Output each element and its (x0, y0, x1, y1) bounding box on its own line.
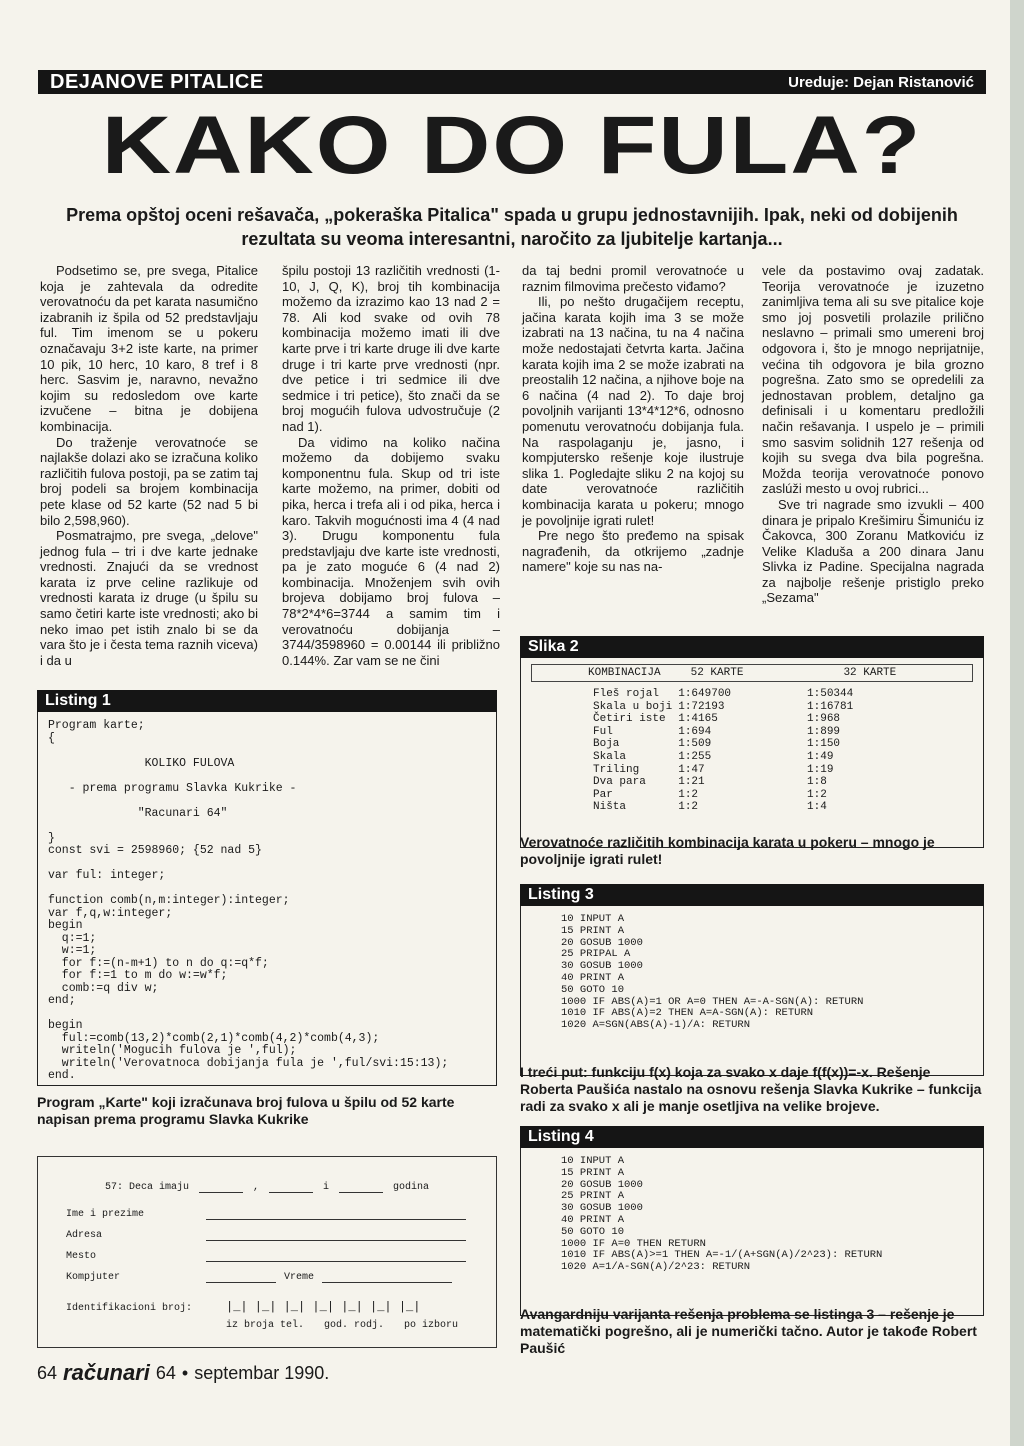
name-field-line (206, 1207, 466, 1220)
paragraph: Ili, po nešto drugačijem receptu, jačina karata kojih ima 3 se može izabrati na 13 načina, tu na 4 načina može nedostajati četvrta karta. Jačina karata kojih ima 2 se može izabrati na preostalih 12 načina, a njihove boje na 6 načina (4 nad 2). To daje broj povoljnih varijanti 13*4*12*6, odnosno pomenutu verovatnoću dobijanja fula. Na raspolaganju je, jasno, i kompjutersko rešenje koje ilustruje slika 1. Pogledajte sliku 2 na kojoj su date verovatnoće različitih kombinacija karata u pokeru; mnogo je povoljnije igrati rulet! (522, 294, 744, 528)
table-row (593, 738, 859, 751)
figure-2-header (531, 664, 973, 682)
answer-blank-2 (269, 1180, 313, 1193)
article-lead: Prema opštoj oceni rešavača, „pokeraška Pitalica" spada u grupu jednostavnijih. Ipak, neki od dobijenih rezultata su veoma interesantni, naročito za ljubitelje kartanja... (66, 205, 958, 249)
table-row (593, 776, 859, 789)
listing-3-title: Listing 3 (520, 884, 984, 906)
table-row (593, 726, 859, 739)
form-row-computer (66, 1262, 468, 1283)
listing-4-caption: Avangardniju varijanta rešenja problema se listinga 3 – rešenje je matematički pogrešno, ali je numerički tačno. Autor je takođe Robert Paušić (520, 1306, 977, 1356)
time-field-line (322, 1270, 452, 1283)
figure-2-caption: Verovatnoće različitih kombinacija karata u pokeru – mnogo je povoljnije igrati rulet! (520, 834, 935, 867)
odds-32-cell: 1:968 (807, 713, 841, 726)
id-sublabels (226, 1320, 468, 1331)
col-52-cards: 52 KARTE (690, 667, 744, 679)
computer-label: Kompjuter (66, 1272, 121, 1283)
odds-32-cell: 1:49 (807, 750, 834, 763)
combination-cell: Četiri iste (593, 713, 666, 726)
text-column-1 (40, 263, 258, 668)
combination-cell: Fleš rojal (593, 688, 660, 700)
listing-3-caption: I treći put: funkciju f(x) koja za svako x daje f(f(x))=-x. Rešenje Roberta Paušića nastalo na osnovu rešenja Slavka Kukrike – funkcija radi za svako x ali je manje osetljiva na velike brojeve. (520, 1064, 982, 1114)
section-editor: Ureduje: Dejan Ristanović (788, 73, 974, 91)
answer-blank-3 (339, 1180, 383, 1193)
listing-4-title: Listing 4 (520, 1126, 984, 1148)
paragraph: vele da postavimo ovaj zadatak. Teorija verovatnoće je izuzetno zanimljiva tema ali su sve pitalice koje smo joj posvetili prolazile prilično neslavno – primali smo umereni broj odgovora i, što je mnogo neprijatnije, većina tih odgovora je bila grozno pogrešna. Zato smo se opredelili za jednostavan problem, detaljno ga definisali i u komentaru predložili način rešavanja. I uspelo je – primili smo sasvim solidnih 127 rešenja od kojih su svega dva bila pogrešna. Možda teorija verovatnoće ponovo zaslúži mesto u ovoj rubrici... (762, 263, 984, 497)
time-label: Vreme (284, 1272, 315, 1283)
combination-cell: Dva para (593, 776, 646, 789)
table-row (593, 701, 859, 714)
combination-cell: Triling (593, 763, 640, 776)
page-number: 64 (37, 1362, 58, 1383)
name-label: Ime i prezime (66, 1209, 145, 1220)
odds-52-cell: 1:47 (678, 763, 705, 776)
id-label: Identifikacioni broj: (66, 1303, 193, 1314)
table-row (593, 801, 859, 814)
paragraph: Podsetimo se, pre svega, Pitalice koja je zahtevala da odredite verovatnoću da pet karata nasumično izabranih iz špila od 52 predstavljaju ful. Tim imenom se u pokeru označavaju 3+2 iste karte, na primer 10 pik, 10 herc, 10 karo, 8 tref i 8 herc. Sasvim je, naravno, nevažno kojim su redosledom ove karte izvučene – bitna je dobijena kombinacija. (40, 263, 258, 434)
table-row (593, 713, 859, 726)
answer-blank-1 (199, 1180, 243, 1193)
odds-52-cell: 1:21 (678, 776, 705, 789)
combination-cell: Skala (593, 750, 627, 763)
form-and: i (323, 1182, 330, 1193)
address-label: Adresa (66, 1230, 103, 1241)
combination-cell: Par (593, 788, 613, 801)
odds-52-cell: 1:255 (678, 750, 712, 763)
form-years: godina (393, 1182, 430, 1193)
odds-52-cell: 1:72193 (678, 700, 725, 713)
section-header-bar (38, 70, 986, 94)
form-row-city (66, 1241, 468, 1262)
table-row (593, 751, 859, 764)
page-footer (37, 1360, 329, 1386)
table-row (593, 688, 859, 701)
magazine-logo: računari (63, 1360, 150, 1385)
table-row (593, 764, 859, 777)
col-32-cards: 32 KARTE (843, 667, 897, 679)
odds-52-cell: 1:694 (678, 725, 712, 738)
paragraph: Pre nego što pređemo na spisak nagrađenih, da otkrijemo „zadnje namere" koje su nas na- (522, 528, 744, 575)
listing-3-code: 10 INPUT A 15 PRINT A 20 GOSUB 1000 25 PRIPAL A 30 GOSUB 1000 40 PRINT A 50 GOTO 10 1000 IF ABS(A)=1 OR A=0 THEN A=-A-SGN(A): RETURN 1010 IF ABS(A)=2 THEN A=A-SGN(A): RETURN 1020 A=SGN(ABS(A)-1)/A: RETURN (520, 906, 984, 1076)
listing-1-box (37, 690, 497, 1086)
odds-52-cell: 1:2 (678, 788, 699, 801)
id-sublabel-birth: god. rodj. (324, 1320, 385, 1331)
odds-32-cell: 1:19 (807, 763, 834, 776)
odds-32-cell: 1:4 (807, 801, 827, 814)
id-sublabel-choice: po izboru (404, 1320, 459, 1331)
odds-52-cell: 1:509 (678, 738, 712, 751)
odds-32-cell: 1:2 (807, 788, 827, 801)
form-question-label: 57: Deca imaju (104, 1182, 189, 1193)
listing-4-code: 10 INPUT A 15 PRINT A 20 GOSUB 1000 25 PRINT A 30 GOSUB 1000 40 PRINT A 50 GOTO 10 1000 IF A=0 THEN RETURN 1010 IF ABS(A)>=1 THEN A=-1/(A+SGN(A)/2^23): RETURN 1020 A=1/A-SGN(A)/2^23: RETURN (520, 1148, 984, 1316)
section-title: DEJANOVE PITALICE (50, 70, 264, 93)
paragraph: Sve tri nagrade smo izvukli – 400 dinara je pripalo Krešimiru Šimuniću iz Čakovca, 300 Zoranu Matkoviću iz Velike Kladuša a 200 dinara Janu Slivka iz Padine. Specijalna nagrada za najbolje rešenje pristiglo preko „Sezama" (762, 496, 984, 606)
city-field-line (206, 1249, 466, 1262)
combination-cell: Ništa (593, 801, 627, 814)
figure-2-title: Slika 2 (520, 636, 984, 658)
footer-bullet: • (181, 1362, 189, 1383)
text-column-4 (762, 263, 984, 606)
id-boxes: |_| |_| |_| |_| |_| |_| |_| (226, 1300, 421, 1314)
paragraph: da taj bedni promil verovatnoće u raznim filmovima prečesto viđamo? (522, 263, 744, 294)
id-sublabel-phone: iz broja tel. (226, 1320, 305, 1331)
listing-4-box (520, 1126, 984, 1316)
text-column-3 (522, 263, 744, 575)
odds-32-cell: 1:150 (807, 738, 841, 751)
form-question-row (66, 1169, 468, 1193)
col-combination: KOMBINACIJA (588, 667, 661, 679)
listing-1-title: Listing 1 (37, 690, 497, 712)
issue-date: septembar 1990. (194, 1362, 330, 1383)
computer-field-line (206, 1270, 276, 1283)
figure-2-panel (520, 658, 984, 848)
probability-table (593, 688, 859, 814)
figure-2-box (520, 636, 984, 848)
text-column-2 (282, 263, 500, 668)
form-row-name (66, 1199, 468, 1220)
odds-32-cell: 1:899 (807, 725, 841, 738)
odds-32-cell: 1:50344 (807, 688, 854, 700)
form-sep: , (252, 1182, 259, 1193)
listing-1-caption: Program „Karte" koji izračunava broj fulova u špilu od 52 karte napisan prema programu Slavka Kukrike (37, 1094, 455, 1127)
combination-cell: Boja (593, 738, 620, 751)
page-edge (1010, 0, 1024, 1446)
odds-32-cell: 1:16781 (807, 700, 854, 713)
paragraph: Posmatrajmo, pre svega, „delove" jednog fula – tri i dve karte jednake vrednosti. Znajući da se vrednost karata iz prve celine razlikuje od vrednosti karata iz druge (u špilu su samo četiri karte iste vrednosti; ako bi neko imao pet istih znalo bi se da vara što je i česta tema raznih viceva) i da u (40, 528, 258, 668)
article-headline: KAKO DO FULA? (101, 100, 923, 192)
odds-32-cell: 1:8 (807, 776, 827, 789)
odds-52-cell: 1:2 (678, 801, 699, 814)
entry-form (37, 1156, 497, 1348)
address-field-line (206, 1228, 466, 1241)
form-row-address (66, 1220, 468, 1241)
issue-number: 64 (155, 1362, 176, 1383)
listing-3-box (520, 884, 984, 1076)
city-label: Mesto (66, 1251, 97, 1262)
paragraph: Da vidimo na koliko načina možemo da dobijemo svaku komponentnu fula. Skup od tri iste karte možemo, na primer, dobiti od pika, herca i trefa ali i od pika, herca i karo. Takvih mogućnosti ima 4 (4 nad 3). Drugu komponentu fula predstavljaju dve karte iste vrednosti, pa je zato moguće 6 (4 nad 2) kombinacija. Množenjem svih ovih brojeva dobijamo broj fulova – 78*2*4*6=3744 a samim tim i verovatnoću dobijanja – 3744/3598960 = 0.00144 ili približno 0.144%. Zar vam se ne čini (282, 434, 500, 668)
odds-52-cell: 1:4165 (678, 713, 718, 726)
listing-1-code: Program karte; { KOLIKO FULOVA - prema programu Slavka Kukrike - "Racunari 64" } const svi = 2598960; {52 nad 5} var ful: integer; function comb(n,m:integer):integer; var f,q,w:integer; begin q:=1; w:=1; for f:=(n-m+1) to n do q:=q*f; for f:=1 to m do w:=w*f; comb:=q div w; end; begin ful:=comb(13,2)*comb(2,1)*comb(4,2)*comb(4,3); writeln('Mogucih fulova je ',ful); writeln('Verovatnoca dobijanja fula je ',ful/svi:15:13); end. (37, 712, 497, 1086)
form-row-id (66, 1293, 468, 1314)
paragraph: Do traženje verovatnoće se najlakše dolazi ako se izračuna koliko različitih fulova postoji, pa se zatim taj broj podeli sa brojem kombinacija pete klase od 52 karte (52 nad 5 bi bilo 2,598,960). (40, 434, 258, 528)
table-row (593, 789, 859, 802)
odds-52-cell: 1:649700 (678, 688, 732, 700)
combination-cell: Ful (593, 725, 613, 738)
paragraph: špilu postoji 13 različitih vrednosti (1-10, J, Q, K), broj tih kombinacija možemo da izrazimo kao 13 nad 2 = 78. Ali kod svake od ovih 78 kombinacija možemo imati ili dve karte prve i tri karte druge ili dve karte druge i tri karte prve vrednosti (npr. dve petice i tri sedmice ili dve sedmice i tri petice), što znači da se broj mogućih fulova udvostručuje (2 nad 1). (282, 263, 500, 434)
combination-cell: Skala u boji (593, 700, 673, 713)
